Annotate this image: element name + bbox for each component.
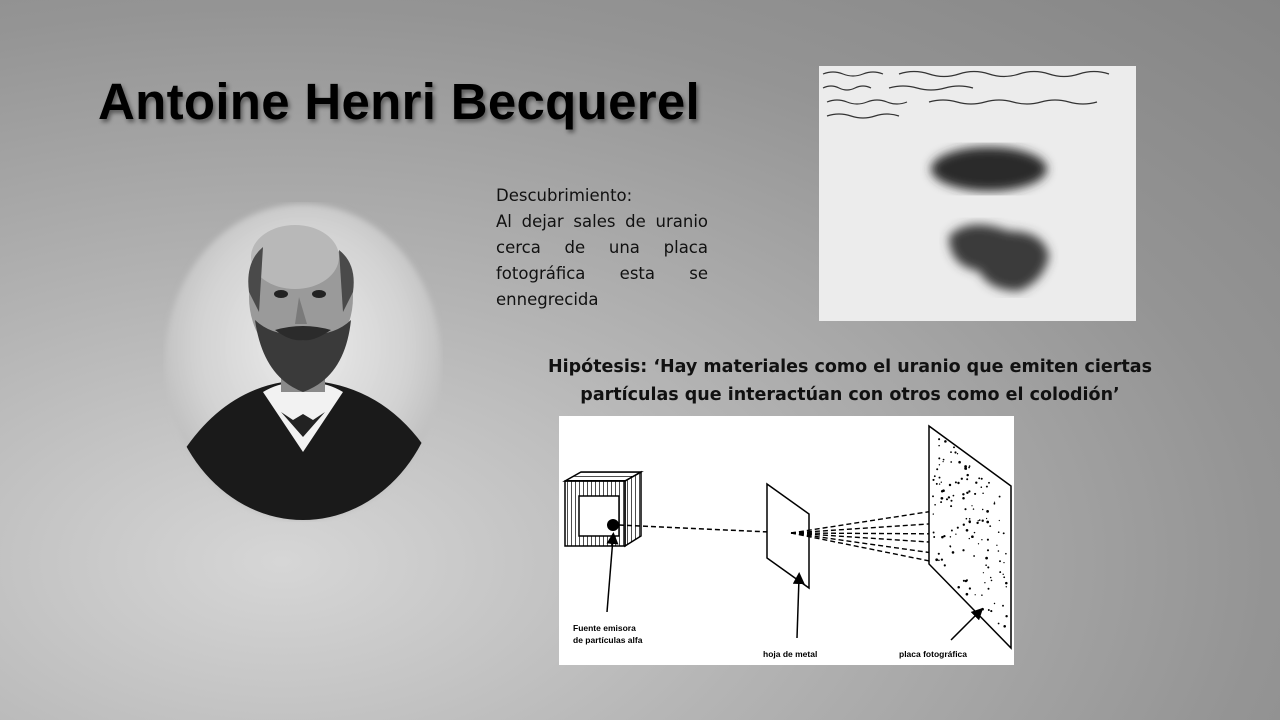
plate-dot (949, 497, 950, 498)
plate-dot (953, 495, 955, 497)
plate-dot (986, 486, 988, 488)
plate-dot (974, 532, 975, 533)
plate-dot (1005, 615, 1007, 617)
plate-dot (949, 484, 951, 486)
plate-dot (954, 451, 956, 453)
plate-dot (951, 530, 953, 532)
slide-title: Antoine Henri Becquerel (98, 73, 701, 130)
plate-dot (933, 536, 935, 538)
plate-dot (981, 478, 983, 480)
plate-dot (946, 498, 948, 500)
plate-dot (989, 525, 991, 527)
plate-dot (988, 482, 990, 484)
plate-dot (982, 493, 984, 495)
plate-dot (973, 555, 975, 557)
plate-dot (939, 477, 941, 479)
plate-dot (957, 482, 959, 484)
plate-dot (987, 539, 989, 541)
plate-dot (963, 580, 965, 582)
source-box (565, 472, 641, 546)
plate-dot (973, 508, 974, 509)
plate-dot (953, 446, 955, 448)
plate-dot (984, 582, 985, 583)
discovery-heading: Descubrimiento: (496, 186, 633, 205)
plate-dot (979, 519, 981, 521)
photographic-plate-image (819, 66, 1136, 321)
label-source-line1: Fuente emisora (573, 623, 636, 633)
plate-dot (950, 451, 952, 453)
plate-dot (981, 608, 984, 611)
plate-dot (938, 457, 940, 459)
plate-dot (1006, 586, 1007, 587)
plate-dot (975, 594, 976, 595)
plate-dot (940, 501, 942, 503)
label-photographic-plate: placa fotográfica (899, 649, 968, 659)
plate-dot (985, 557, 988, 560)
plate-dot (963, 524, 965, 526)
plate-dot (981, 486, 983, 488)
plate-dot (964, 508, 966, 510)
plate-dot (950, 536, 951, 537)
plate-dot (1005, 553, 1007, 555)
plate-dot (938, 438, 940, 440)
plate-dot (999, 520, 1000, 521)
plate-dot (1002, 574, 1003, 575)
hypothesis-text: Hipótesis: ‘Hay materiales como el uranio que emiten ciertas partículas que interactúan con otros como el colodión’ (548, 357, 1152, 405)
plate-dot (978, 543, 979, 544)
plate-dot (1005, 582, 1008, 585)
plate-dot (987, 549, 989, 551)
plate-dot (943, 459, 945, 461)
plate-dot (955, 534, 956, 535)
plate-dot (950, 505, 952, 507)
plate-dot (971, 505, 972, 506)
plate-dot (966, 492, 968, 494)
plate-dot (982, 520, 984, 522)
plate-dot (939, 483, 940, 484)
plate-dot (975, 482, 977, 484)
plate-dot (986, 521, 989, 524)
plate-dot (994, 502, 995, 503)
experiment-diagram (559, 416, 1014, 665)
plate-dot (966, 579, 967, 580)
plate-dot (966, 529, 969, 532)
plate-dot (933, 532, 935, 534)
plate-dot (999, 560, 1001, 562)
label-metal-sheet: hoja de metal (763, 649, 818, 659)
plate-dot (978, 520, 979, 521)
plate-dot (1003, 532, 1005, 534)
plate-dot (941, 482, 942, 483)
portrait-image (163, 202, 443, 522)
plate-dot (958, 461, 961, 464)
label-source-line2: de partículas alfa (573, 635, 643, 645)
plate-dot (999, 496, 1001, 498)
plate-dot (998, 531, 1000, 533)
plate-dot (981, 594, 983, 596)
plate-dot (974, 493, 976, 495)
plate-dot (941, 558, 943, 560)
plate-dot (938, 445, 940, 447)
plate-dot (966, 593, 969, 596)
plate-dot (950, 500, 952, 502)
plate-dot (1002, 605, 1004, 607)
plate-dot (941, 536, 944, 539)
plate-dot (932, 495, 934, 497)
plate-dot (969, 587, 971, 589)
plate-dot (969, 538, 970, 539)
plate-dot (990, 577, 992, 579)
plate-dot (955, 481, 957, 483)
plate-dot (971, 535, 974, 538)
plate-dot (966, 478, 968, 480)
discovery-body: Al dejar sales de uranio cerca de una placa fotográfica esta se ennegrecida (496, 212, 708, 309)
plate-dot (938, 553, 940, 555)
plate-dot (988, 588, 990, 590)
plate-dot (966, 518, 968, 520)
plate-dot (990, 610, 992, 612)
plate-dot (994, 603, 995, 604)
plate-dot (968, 490, 970, 492)
plate-dot (999, 571, 1001, 573)
plate-dot (941, 497, 944, 500)
plate-dot (936, 483, 938, 485)
plate-dot (1003, 562, 1004, 563)
plate-dot (957, 586, 960, 589)
plate-dot (985, 564, 987, 566)
plate-dot (982, 509, 983, 510)
plate-dot (936, 468, 938, 470)
plate-dot (1003, 576, 1005, 578)
plate-dot (939, 464, 940, 465)
plate-dot (962, 497, 965, 500)
plate-dot (983, 572, 984, 573)
plate-dot (996, 545, 997, 546)
plate-dot (986, 510, 989, 513)
plate-dot (968, 467, 970, 469)
plate-dot (944, 564, 946, 566)
plate-dot (988, 609, 990, 611)
plate-dot (969, 518, 971, 520)
plate-dot (986, 518, 987, 519)
plate-dot (950, 461, 952, 463)
plate-dot (934, 504, 936, 506)
plate-dot (994, 503, 996, 505)
plate-dot (998, 550, 1000, 552)
discovery-text-block (496, 183, 708, 313)
plate-dot (961, 478, 963, 480)
plate-dot (981, 539, 982, 540)
plate-dot (934, 475, 936, 477)
plate-dot (957, 527, 959, 529)
plate-dot (998, 623, 1000, 625)
plate-dot (938, 560, 940, 562)
plate-dot (962, 549, 964, 551)
plate-dot (962, 493, 964, 495)
plate-dot (935, 558, 938, 561)
plate-dot (932, 479, 934, 481)
plate-dot (976, 522, 978, 524)
plate-dot (991, 580, 993, 582)
plate-dot (978, 477, 980, 479)
plate-dot (1003, 625, 1006, 628)
plate-dot (933, 513, 934, 514)
plate-dot (942, 489, 945, 492)
plate-dot (949, 545, 951, 547)
plate-dot (987, 566, 989, 568)
plate-dot (964, 465, 967, 468)
plate-dot (944, 440, 947, 443)
plate-dot (969, 521, 971, 523)
plate-dot (952, 551, 955, 554)
plate-dot (943, 461, 944, 462)
plate-dot (957, 453, 958, 454)
plate-dot (966, 474, 968, 476)
